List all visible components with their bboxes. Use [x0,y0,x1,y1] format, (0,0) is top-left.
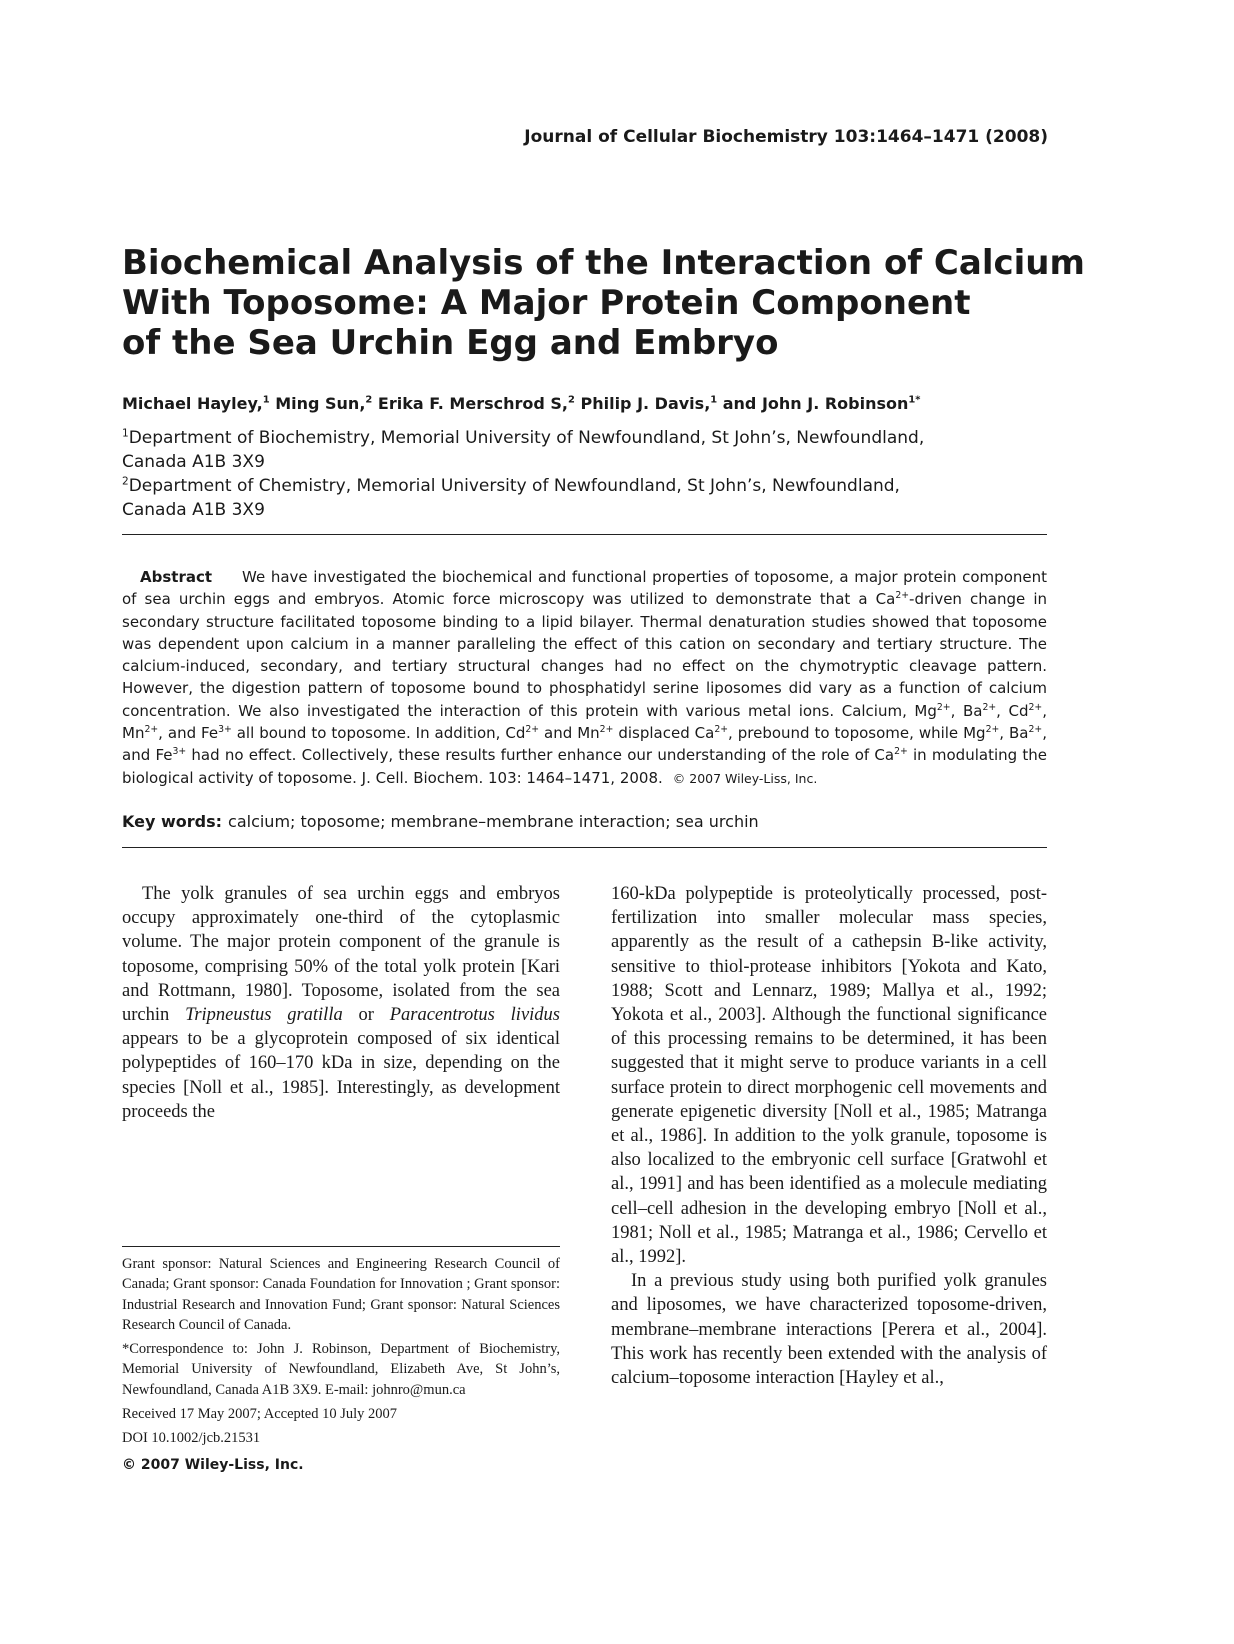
author-name: Michael Hayley, [122,394,263,413]
correspondence-footnote: *Correspondence to: John J. Robinson, Department of Biochemistry, Memorial University of Newfoundland, Elizabeth Ave, St John’s, Newfoundland, Canada A1B 3X9. E-mail: johnro@mun.ca [122,1341,560,1398]
author-affiliation-mark: 1 [710,394,718,406]
author-name: Erika F. Merschrod S, [372,394,568,413]
text-run: or [342,1005,390,1026]
affiliation-mark: 2 [122,475,129,488]
superscript: 2+ [1028,701,1043,713]
author-affiliation-mark: 1* [908,394,921,406]
text-run: , and Fe [122,724,1047,765]
superscript: 2+ [1028,724,1043,736]
doi: DOI 10.1002/jcb.21531 [122,1430,261,1447]
superscript: 2+ [525,724,540,736]
body-column-right [611,882,1047,1390]
footnote-rule [122,1246,560,1247]
keywords [122,812,759,831]
received-date: Received 17 May 2007; Accepted 10 July 2007 [122,1406,398,1423]
text-run: , Mn [122,701,1047,743]
journal-citation: Journal of Cellular Biochemistry 103:1464–1471 (2008) [524,127,1048,147]
superscript: 2+ [895,590,910,602]
affiliations [122,426,1022,522]
body-paragraph: 160-kDa polypeptide is proteolytically processed, post-fertilization into smaller molecular mass species, apparently as the result of a cathepsin B-like activity, sensitive to thiol-protease inhibitors [Yokota and Kato, 1988; Scott and Lennarz, 1989; Mallya et al., 1992; Yokota et al., 2003]. Although the functional significance of this processing remains to be determined, it has been suggested that it might serve to produce variants in a cell surface protein to direct morphogenic cell movements and generate epigenetic diversity [Noll et al., 1985; Matranga et al., 1986]. In addition to the yolk granule, toposome is also localized to the embryonic cell surface [Gratwohl et al., 1991] and has been identified as a molecule mediating cell–cell adhesion in the developing embryo [Noll et al., 1981; Noll et al., 1985; Matranga et al., 1986; Cervello et al., 1992]. [611,884,1047,1268]
divider-rule [122,847,1047,848]
text-run: all bound to toposome. In addition, Cd [231,724,526,743]
body-paragraph: In a previous study using both purified yolk granules and liposomes, we have characterized toposome-driven, membrane–membrane interactions [Perera et al., 2004]. This work has recently been extended with the analysis of calcium–toposome interaction [Hayley et al., [611,1271,1047,1389]
footnotes [122,1254,560,1479]
abstract-label: Abstract [140,568,213,586]
superscript: 2+ [982,701,997,713]
text-run: We have investigated the biochemical and functional properties of toposome, a major protein component of sea urchin eggs and embryos. Atomic force microscopy was utilized to demonstrate that a Ca [122,568,1047,609]
body-column-left [122,882,560,1124]
author-list [122,394,920,413]
text-run: , Ba [999,724,1029,743]
italic-term: Paracentrotus lividus [389,1005,561,1026]
author-affiliation-mark: 2 [568,394,575,406]
divider-rule [122,534,1047,535]
affiliation-line [122,474,1022,498]
affiliation-line: Canada A1B 3X9 [122,452,265,472]
superscript: 2+ [936,701,951,713]
body-paragraph [122,882,560,1124]
text-run: , Ba [950,701,983,720]
affiliation-line: Canada A1B 3X9 [122,500,265,520]
text-run: , prebound to toposome, while Mg [728,724,986,743]
text-run: The yolk granules of sea urchin eggs and embryos occupy approximately one-third of the cytoplasmic volume. The major protein component of the granule is toposome, comprising 50% of the total yolk protein [Kari and Rottmann, 1980]. Toposome, isolated from the sea urchin [122,884,560,1026]
italic-term: Tripneustus gratilla [185,1005,343,1026]
author-affiliation-mark: 2 [365,394,373,406]
keywords-text: calcium; toposome; membrane–membrane interaction; sea urchin [228,812,759,831]
superscript: 3+ [218,724,232,736]
abstract-body [122,568,1047,787]
author-name: Ming Sun, [269,394,366,413]
text-run: and Mn [539,724,600,743]
title-line: Biochemical Analysis of the Interaction of Calcium [122,243,1085,283]
title-line: With Toposome: A Major Protein Component [122,283,971,323]
text-run: , Cd [996,701,1029,720]
text-run: had no effect. Collectively, these results further enhance our understanding of the role of Ca [186,746,895,765]
superscript: 2+ [985,724,1000,736]
superscript: 2+ [894,746,908,758]
article-title [122,243,1102,363]
keywords-label: Key words: [122,812,223,831]
affiliation-text: Department of Biochemistry, Memorial University of Newfoundland, St John’s, Newfoundland, [128,428,925,448]
author-name: and John J. Robinson [717,394,909,413]
author-name: Philip J. Davis, [574,394,711,413]
text-run: appears to be a glycoprotein composed of six identical polypeptides of 160–170 kDa in size, depending on the species [Noll et al., 1985]. Interestingly, as development proceeds the [122,1029,560,1122]
superscript: 2+ [714,724,729,736]
text-run: , and Fe [158,724,219,743]
title-line: of the Sea Urchin Egg and Embryo [122,323,779,363]
superscript: 2+ [144,724,159,736]
affiliation-mark: 1 [122,427,129,440]
grant-footnote: Grant sponsor: Natural Sciences and Engineering Research Council of Canada; Grant sponsor: Canada Foundation for Innovation ; Grant sponsor: Industrial Research and Innovation Fund; Grant sponsor: Natural Sciences Research Council of Canada. [122,1256,560,1333]
superscript: 2+ [599,724,614,736]
text-run: in modulating the biological activity of toposome. J. Cell. Biochem. 103: 1464–1471, 2008. [122,746,1047,787]
abstract-copyright: © 2007 Wiley-Liss, Inc. [672,770,818,786]
author-affiliation-mark: 1 [262,394,270,406]
superscript: 3+ [172,746,187,758]
text-run: displaced Ca [613,724,715,743]
text-run: -driven change in secondary structure facilitated toposome binding to a lipid bilayer. Thermal denaturation studies showed that toposome was dependent upon calcium in a manner paralleling the effect of this cation on secondary and tertiary structure. The calcium-induced, secondary, and tertiary structural changes had no effect on the chymotryptic cleavage pattern. However, the digestion pattern of toposome bound to phosphatidyl serine liposomes did vary as a function of calcium concentration. We also investigated the interaction of this protein with various metal ions. Calcium, Mg [122,590,1048,720]
affiliation-text: Department of Chemistry, Memorial University of Newfoundland, St John’s, Newfoundland, [128,476,900,496]
affiliation-line [122,426,1022,450]
copyright-notice: © 2007 Wiley-Liss, Inc. [122,1456,304,1473]
abstract [122,566,1047,790]
